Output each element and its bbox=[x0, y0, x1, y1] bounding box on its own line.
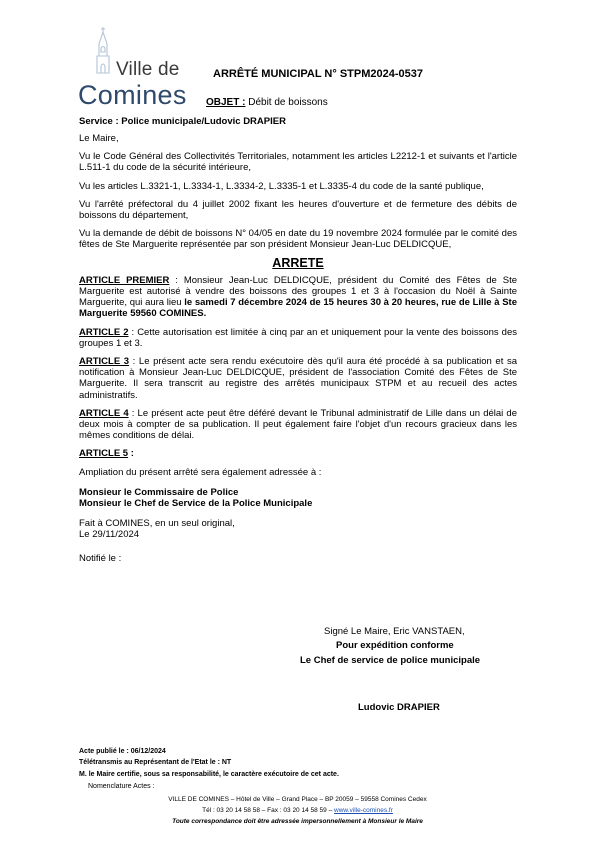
logo-comines-text: Comines bbox=[78, 80, 187, 110]
vu-demande: Vu la demande de débit de boissons N° 04/05 en date du 19 novembre 2024 formulée par le comité des fêtes de Ste Marguerite représentée par son président Monsieur Jean-Luc DELDICQUE, bbox=[79, 228, 517, 251]
notifie-le: Notifié le : bbox=[79, 552, 122, 564]
objet-text: Débit de boissons bbox=[248, 97, 328, 108]
signataire-nom: Ludovic DRAPIER bbox=[358, 702, 440, 713]
footer-adresse: VILLE DE COMINES – Hôtel de Ville – Grand Place – BP 20059 – 59558 Comines Cedex bbox=[168, 796, 427, 803]
date-signature: Le 29/11/2024 bbox=[79, 529, 140, 541]
nomenclature-actes: Nomenclature Actes : bbox=[88, 783, 155, 790]
footer-correspondance: Toute correspondance doit être adressée impersonnellement à Monsieur le Maire bbox=[172, 818, 423, 825]
article-3 bbox=[79, 356, 517, 401]
acte-publie: Acte publié le : 06/12/2024 bbox=[79, 748, 166, 755]
site-web-link[interactable]: www.ville-comines.fr bbox=[334, 807, 393, 814]
article-2 bbox=[79, 327, 517, 349]
article-3-text: : Le présent acte sera rendu exécutoire dès qu'il aura été procédé à sa publication et sa notification à Monsieur Jean-Luc DELDICQUE, président de l'association Comité des Fêtes de Ste Marguerite. Il sera transcrit au registre des arrêtés municipaux STPM et au recueil des actes administratifs. bbox=[79, 356, 517, 401]
arrete-heading: ARRETE bbox=[272, 255, 324, 270]
article-premier-bold: le samedi 7 décembre 2024 de 15 heures 30 à 20 heures, rue de Lille à Ste Marguerite 59560 COMINES. bbox=[79, 297, 518, 320]
article-3-label: ARTICLE 3 bbox=[79, 356, 130, 368]
article-4 bbox=[79, 408, 517, 442]
logo-ville-text: Ville de bbox=[116, 59, 180, 80]
vu-cgct: Vu le Code Général des Collectivités Territoriales, notamment les articles L2212-1 et suivants et l'article L.511-1 du code de la sécurité intérieure, bbox=[79, 151, 517, 174]
chef-service: Le Chef de service de police municipale bbox=[300, 655, 481, 666]
vu-arrete-prefectoral: Vu l'arrêté préfectoral du 4 juillet 2002 fixant les heures d'ouverture et de fermeture des débits de boissons du département, bbox=[79, 198, 517, 222]
article-premier-text: : Monsieur Jean-Luc DELDICQUE, président du Comité des Fêtes de Ste Marguerite est autorisé à vendre des boissons des groupes 1 et 3 à l'occasion du Noël à Sainte Marguerite, qui aura lieu bbox=[79, 274, 517, 309]
le-maire: Le Maire, bbox=[79, 133, 119, 144]
vu-sante-publique: Vu les articles L.3321-1, L.3334-1, L.3334-2, L.3335-1 et L.3335-4 du code de la santé publique, bbox=[79, 180, 484, 192]
fait-a: Fait à COMINES, en un seul original, bbox=[79, 518, 235, 530]
article-4-label: ARTICLE 4 bbox=[79, 407, 129, 419]
destinataire-police-municipale: Monsieur le Chef de Service de la Police Municipale bbox=[79, 498, 313, 510]
article-5-label: ARTICLE 5 bbox=[79, 448, 129, 460]
article-premier bbox=[79, 275, 517, 320]
arrete-body bbox=[79, 133, 517, 571]
article-2-text: : Cette autorisation est limitée à cinq par an et uniquement pour la vente des boissons des groupes 1 et 3. bbox=[79, 326, 517, 349]
teletransmis: Télétransmis au Représentant de l'Etat le : NT bbox=[79, 759, 232, 766]
footer-tel: Tél : 03 20 14 58 58 – Fax : 03 20 14 58 59 – bbox=[202, 807, 335, 814]
article-premier-label: ARTICLE PREMIER bbox=[79, 274, 170, 286]
footer-contact bbox=[0, 807, 595, 814]
certification-maire: M. le Maire certifie, sous sa responsabilité, le caractère exécutoire de cet acte. bbox=[79, 771, 339, 778]
objet-line bbox=[206, 97, 328, 108]
ville-de-comines-logo bbox=[78, 26, 193, 108]
arrete-title: ARRÊTÉ MUNICIPAL N° STPM2024-0537 bbox=[213, 68, 423, 80]
article-4-text: : Le présent acte peut être déféré devant le Tribunal administratif de Lille dans un délai de deux mois à compter de sa publication. Il peut également faire l'objet d'un recours gracieux dans les mêmes conditions de délai. bbox=[79, 407, 517, 442]
destinataire-commissaire: Monsieur le Commissaire de Police bbox=[79, 486, 239, 498]
service-line: Service : Police municipale/Ludovic DRAPIER bbox=[79, 116, 286, 127]
signe-le-maire: Signé Le Maire, Eric VANSTAEN, bbox=[324, 626, 465, 637]
article-5 bbox=[79, 448, 517, 459]
church-icon bbox=[92, 26, 114, 74]
article-2-label: ARTICLE 2 bbox=[79, 326, 129, 338]
pour-expedition: Pour expédition conforme bbox=[336, 640, 454, 651]
article-5-text: : bbox=[128, 448, 134, 460]
ampliation: Ampliation du présent arrêté sera également adressée à : bbox=[79, 466, 322, 478]
objet-label: OBJET : bbox=[206, 97, 246, 108]
